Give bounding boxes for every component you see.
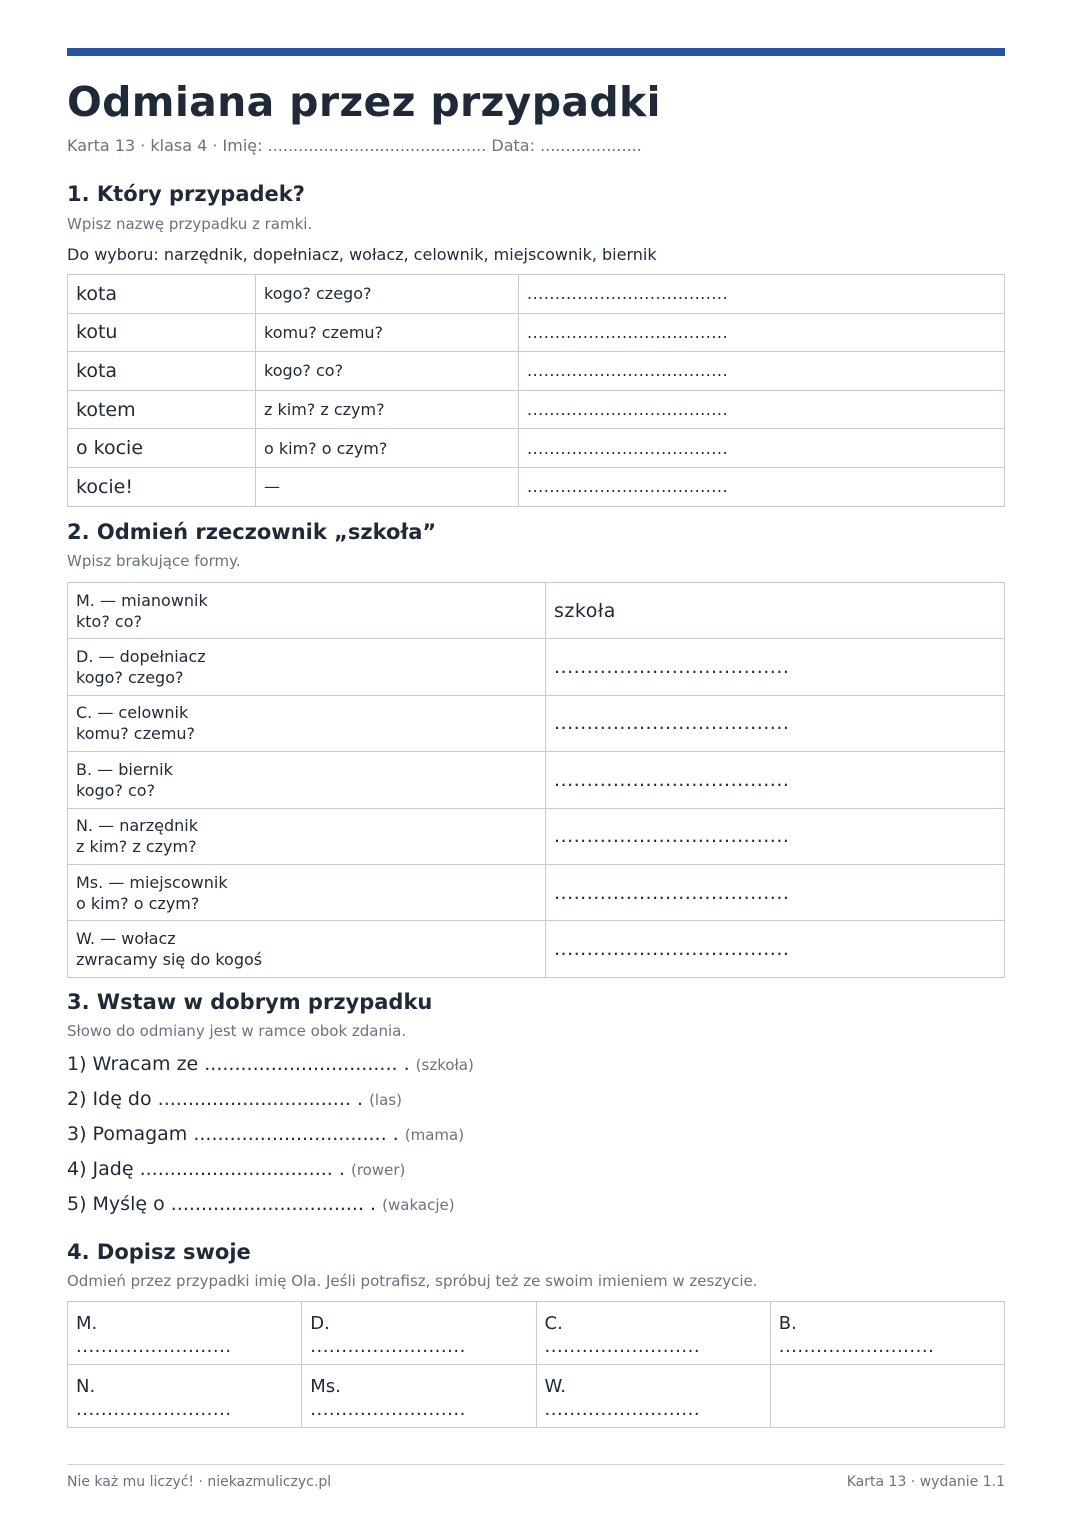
answer-blank[interactable]: ......................... (544, 1399, 701, 1420)
exercise-text: 3) Pomagam ................................ . (67, 1123, 399, 1145)
grid-cell[interactable] (68, 1302, 302, 1365)
exercise-text: 5) Myślę o ................................ . (67, 1193, 377, 1215)
exercise-hint: (rower) (350, 1161, 406, 1179)
exercise-hint: (wakacje) (382, 1196, 455, 1214)
question-cell: o kim? o czym? (256, 429, 519, 468)
table-row (68, 808, 1005, 864)
answer-blank[interactable]: .................................... (519, 313, 1005, 352)
case-label: N. (76, 1376, 96, 1397)
case-label: D. (310, 1313, 330, 1334)
case-question: kto? co? (76, 611, 142, 631)
section2-title: 2. Odmień rzeczownik „szkoła” (67, 520, 437, 544)
case-name: D. — dopełniacz (76, 647, 206, 667)
answer-blank[interactable]: .................................... (519, 275, 1005, 314)
exercise-item[interactable] (67, 1158, 405, 1180)
table-row (68, 864, 1005, 920)
section4-subtitle: Odmień przez przypadki imię Ola. Jeśli potrafisz, spróbuj też ze swoim imieniem w zeszycie. (67, 1272, 758, 1290)
word-cell: kota (68, 352, 256, 391)
case-name: B. — biernik (76, 759, 173, 779)
case-label: B. (778, 1313, 797, 1334)
case-question: z kim? z czym? (76, 837, 197, 857)
word-cell: o kocie (68, 429, 256, 468)
answer-blank[interactable]: ......................... (544, 1336, 701, 1357)
question-cell: kogo? czego? (256, 275, 519, 314)
word-cell: kotu (68, 313, 256, 352)
exercise-text: 2) Idę do ................................ . (67, 1088, 364, 1110)
table-row (68, 467, 1005, 506)
case-label: C. (544, 1313, 563, 1334)
answer-blank[interactable]: ......................... (76, 1399, 232, 1420)
word-cell: kotem (68, 390, 256, 429)
answer-blank[interactable]: .................................... (519, 429, 1005, 468)
exercise-hint: (mama) (404, 1126, 465, 1144)
question-cell: kogo? co? (256, 352, 519, 391)
case-cell (68, 583, 546, 639)
question-cell: — (256, 467, 519, 506)
grid-cell[interactable] (302, 1365, 536, 1428)
footer-right: Karta 13 · wydanie 1.1 (846, 1474, 1005, 1490)
case-cell (68, 695, 546, 751)
case-name: N. — narzędnik (76, 816, 198, 836)
grid-cell[interactable] (536, 1302, 770, 1365)
question-cell: z kim? z czym? (256, 390, 519, 429)
section3-subtitle: Słowo do odmiany jest w ramce obok zdania. (67, 1022, 407, 1040)
section1-choices: Do wyboru: narzędnik, dopełniacz, wołacz, celownik, miejscownik, biernik (67, 245, 657, 264)
case-cell (68, 864, 546, 920)
table-row (68, 695, 1005, 751)
table-row (68, 639, 1005, 695)
answer-blank[interactable]: .................................... (519, 390, 1005, 429)
page-title: Odmiana przez przypadki (67, 78, 661, 126)
form-blank[interactable]: .................................... (546, 752, 1005, 808)
form-blank[interactable]: .................................... (546, 808, 1005, 864)
exercise-item[interactable] (67, 1123, 464, 1145)
case-name: Ms. — miejscownik (76, 872, 228, 892)
accent-bar (67, 48, 1005, 56)
word-cell: kocie! (68, 467, 256, 506)
case-cell (68, 808, 546, 864)
case-question: kogo? czego? (76, 668, 184, 688)
grid-cell[interactable] (302, 1302, 536, 1365)
exercise-text: 1) Wracam ze ................................ . (67, 1053, 410, 1075)
table-row (68, 921, 1005, 977)
case-name: M. — mianownik (76, 590, 208, 610)
declension-table (67, 582, 1005, 978)
answer-blank[interactable]: .................................... (519, 467, 1005, 506)
table-row (68, 275, 1005, 314)
exercise-hint: (szkoła) (415, 1056, 474, 1074)
table-row (68, 429, 1005, 468)
exercise-hint: (las) (369, 1091, 402, 1109)
exercise-item[interactable] (67, 1088, 402, 1110)
case-identification-table (67, 274, 1005, 507)
section1-title: 1. Który przypadek? (67, 182, 305, 206)
word-cell: kota (68, 275, 256, 314)
table-row (68, 390, 1005, 429)
exercise-item[interactable] (67, 1193, 455, 1215)
form-blank[interactable]: .................................... (546, 639, 1005, 695)
grid-cell[interactable] (68, 1365, 302, 1428)
case-question: zwracamy się do kogoś (76, 950, 263, 970)
grid-cell[interactable] (770, 1302, 1004, 1365)
own-declension-grid (67, 1301, 1005, 1428)
answer-blank[interactable]: ......................... (310, 1336, 466, 1357)
form-blank[interactable]: .................................... (546, 864, 1005, 920)
section2-subtitle: Wpisz brakujące formy. (67, 552, 241, 570)
table-row (68, 583, 1005, 639)
case-cell (68, 752, 546, 808)
table-row (68, 352, 1005, 391)
question-cell: komu? czemu? (256, 313, 519, 352)
answer-blank[interactable]: ......................... (76, 1336, 232, 1357)
footer-left: Nie każ mu liczyć! · niekazmuliczyc.pl (67, 1474, 332, 1490)
case-label: W. (544, 1376, 566, 1397)
footer-divider (67, 1464, 1005, 1465)
empty-grid-cell (770, 1365, 1004, 1428)
exercise-text: 4) Jadę ................................ . (67, 1158, 345, 1180)
table-row (68, 313, 1005, 352)
table-row (68, 1302, 1005, 1365)
section4-title: 4. Dopisz swoje (67, 1240, 251, 1264)
answer-blank[interactable]: ......................... (778, 1336, 935, 1357)
section3-title: 3. Wstaw w dobrym przypadku (67, 990, 433, 1014)
table-row (68, 1365, 1005, 1428)
form-cell: szkoła (546, 583, 1005, 639)
answer-blank[interactable]: ......................... (310, 1399, 466, 1420)
case-question: kogo? co? (76, 780, 156, 800)
case-label: Ms. (310, 1376, 341, 1397)
case-cell (68, 639, 546, 695)
answer-blank[interactable]: .................................... (519, 352, 1005, 391)
case-name: W. — wołacz (76, 929, 176, 949)
form-blank[interactable]: .................................... (546, 921, 1005, 977)
case-name: C. — celownik (76, 703, 189, 723)
section1-subtitle: Wpisz nazwę przypadku z ramki. (67, 215, 313, 233)
exercise-item[interactable] (67, 1053, 474, 1075)
case-question: komu? czemu? (76, 724, 196, 744)
case-cell (68, 921, 546, 977)
worksheet-meta: Karta 13 · klasa 4 · Imię: ........................................... Data: .................... (67, 136, 642, 155)
case-label: M. (76, 1313, 98, 1334)
table-row (68, 752, 1005, 808)
grid-cell[interactable] (536, 1365, 770, 1428)
case-question: o kim? o czym? (76, 893, 200, 913)
form-blank[interactable]: .................................... (546, 695, 1005, 751)
